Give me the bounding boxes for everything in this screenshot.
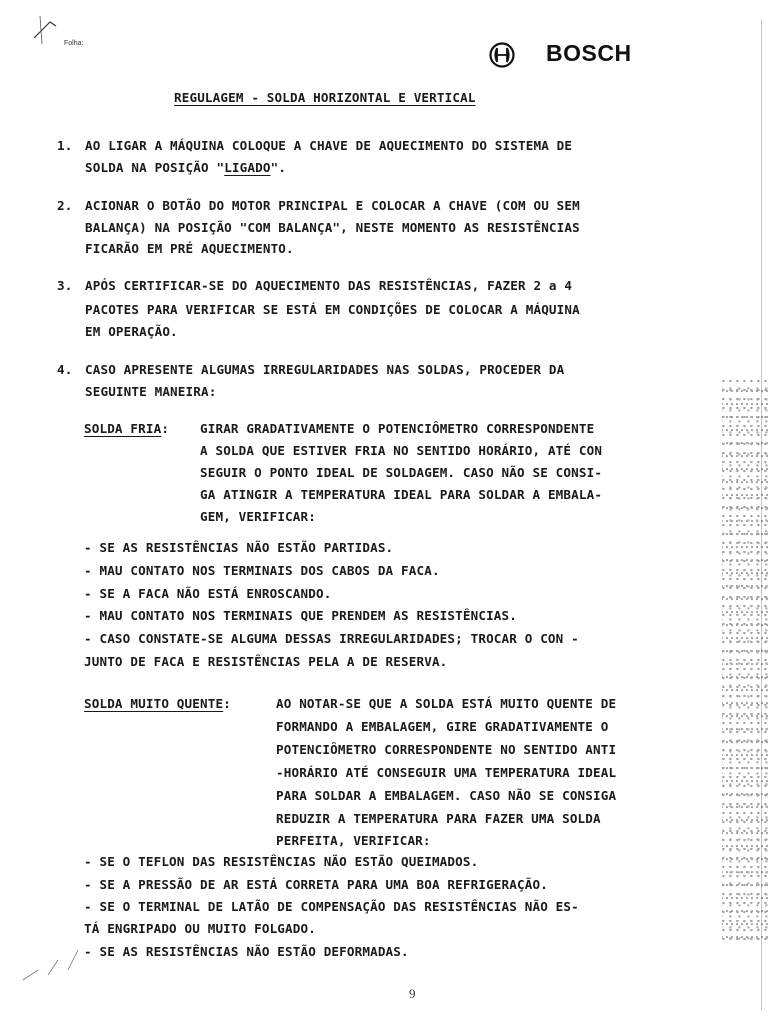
- brand-name: BOSCH: [546, 40, 632, 66]
- solda-fria-bullet: - SE A FACA NÃO ESTÁ ENROSCANDO.: [84, 586, 332, 601]
- solda-fria-bullet: - CASO CONSTATE-SE ALGUMA DESSAS IRREGULARIDADES; TROCAR O CON -: [84, 631, 579, 646]
- solda-fria-bullet: - SE AS RESISTÊNCIAS NÃO ESTÃO PARTIDAS.: [84, 540, 394, 555]
- solda-quente-line-4: -HORÁRIO ATÉ CONSEGUIR UMA TEMPERATURA IDEAL: [276, 765, 617, 780]
- item-1-line-2: SOLDA NA POSIÇÃO "LIGADO".: [85, 160, 287, 175]
- solda-fria-bullet: - MAU CONTATO NOS TERMINAIS QUE PRENDEM AS RESISTÊNCIAS.: [84, 608, 517, 623]
- solda-quente-line-3: POTENCIÔMETRO CORRESPONDENTE NO SENTIDO ANTI: [276, 742, 617, 757]
- item-1-line-1: AO LIGAR A MÁQUINA COLOQUE A CHAVE DE AQUECIMENTO DO SISTEMA DE: [85, 138, 573, 153]
- item-number-2: 2.: [57, 198, 73, 213]
- solda-fria-line-1: GIRAR GRADATIVAMENTE O POTENCIÔMETRO CORRESPONDENTE: [200, 421, 595, 436]
- solda-quente-line-5: PARA SOLDAR A EMBALAGEM. CASO NÃO SE CONSIGA: [276, 788, 617, 803]
- solda-quente-bullet: - SE O TEFLON DAS RESISTÊNCIAS NÃO ESTÃO QUEIMADOS.: [84, 854, 479, 869]
- page-number: 9: [409, 986, 416, 1001]
- bosch-armature-icon: [489, 42, 515, 68]
- item-3-line-3: EM OPERAÇÃO.: [85, 324, 178, 339]
- item-3-line-1: APÓS CERTIFICAR-SE DO AQUECIMENTO DAS RESISTÊNCIAS, FAZER 2 a 4: [85, 278, 573, 293]
- solda-fria-bullet: JUNTO DE FACA E RESISTÊNCIAS PELA A DE RESERVA.: [84, 654, 448, 669]
- solda-quente-bullet: - SE A PRESSÃO DE AR ESTÁ CORRETA PARA UMA BOA REFRIGERAÇÃO.: [84, 877, 548, 892]
- item-4-line-1: CASO APRESENTE ALGUMAS IRREGULARIDADES NAS SOLDAS, PROCEDER DA: [85, 362, 565, 377]
- solda-fria-heading: SOLDA FRIA:: [84, 421, 170, 436]
- solda-quente-line-1: AO NOTAR-SE QUE A SOLDA ESTÁ MUITO QUENTE DE: [276, 696, 617, 711]
- solda-fria-bullet: - MAU CONTATO NOS TERMINAIS DOS CABOS DA FACA.: [84, 563, 440, 578]
- solda-fria-line-3: SEGUIR O PONTO IDEAL DE SOLDAGEM. CASO NÃO SE CONSI-: [200, 465, 603, 480]
- solda-fria-line-2: A SOLDA QUE ESTIVER FRIA NO SENTIDO HORÁRIO, ATÉ CON: [200, 443, 603, 458]
- item-2-line-1: ACIONAR O BOTÃO DO MOTOR PRINCIPAL E COLOCAR A CHAVE (COM OU SEM: [85, 198, 580, 213]
- item-number-4: 4.: [57, 362, 73, 377]
- folha-label: Folha:: [64, 40, 84, 47]
- solda-quente-line-7: PERFEITA, VERIFICAR:: [276, 833, 431, 848]
- solda-quente-label: SOLDA MUITO QUENTE: [84, 696, 224, 711]
- solda-quente-bullet: - SE O TERMINAL DE LATÃO DE COMPENSAÇÃO DAS RESISTÊNCIAS NÃO ES-: [84, 899, 579, 914]
- solda-fria-line-5: GEM, VERIFICAR:: [200, 509, 316, 524]
- solda-fria-label: SOLDA FRIA: [84, 421, 162, 436]
- item-number-1: 1.: [57, 138, 73, 153]
- solda-quente-bullet: - SE AS RESISTÊNCIAS NÃO ESTÃO DEFORMADAS.: [84, 944, 409, 959]
- item-3-line-2: PACOTES PARA VERIFICAR SE ESTÁ EM CONDIÇÕES DE COLOCAR A MÁQUINA: [85, 302, 580, 317]
- page-title: REGULAGEM - SOLDA HORIZONTAL E VERTICAL: [174, 90, 476, 105]
- item-2-line-3: FICARÃO EM PRÉ AQUECIMENTO.: [85, 241, 294, 256]
- scan-edge-noise: [722, 380, 768, 940]
- item-number-3: 3.: [57, 278, 73, 293]
- item-4-line-2: SEGUINTE MANEIRA:: [85, 384, 217, 399]
- scan-smudge: [18, 930, 98, 990]
- item-2-line-2: BALANÇA) NA POSIÇÃO "COM BALANÇA", NESTE MOMENTO AS RESISTÊNCIAS: [85, 220, 580, 235]
- solda-quente-line-2: FORMANDO A EMBALAGEM, GIRE GRADATIVAMENTE O: [276, 719, 609, 734]
- solda-quente-line-6: REDUZIR A TEMPERATURA PARA FAZER UMA SOLDA: [276, 811, 601, 826]
- solda-fria-line-4: GA ATINGIR A TEMPERATURA IDEAL PARA SOLDAR A EMBALA-: [200, 487, 603, 502]
- ligado-text: LIGADO: [224, 160, 271, 175]
- solda-quente-heading: SOLDA MUITO QUENTE:: [84, 696, 231, 711]
- solda-quente-bullet: TÁ ENGRIPADO OU MUITO FOLGADO.: [84, 921, 316, 936]
